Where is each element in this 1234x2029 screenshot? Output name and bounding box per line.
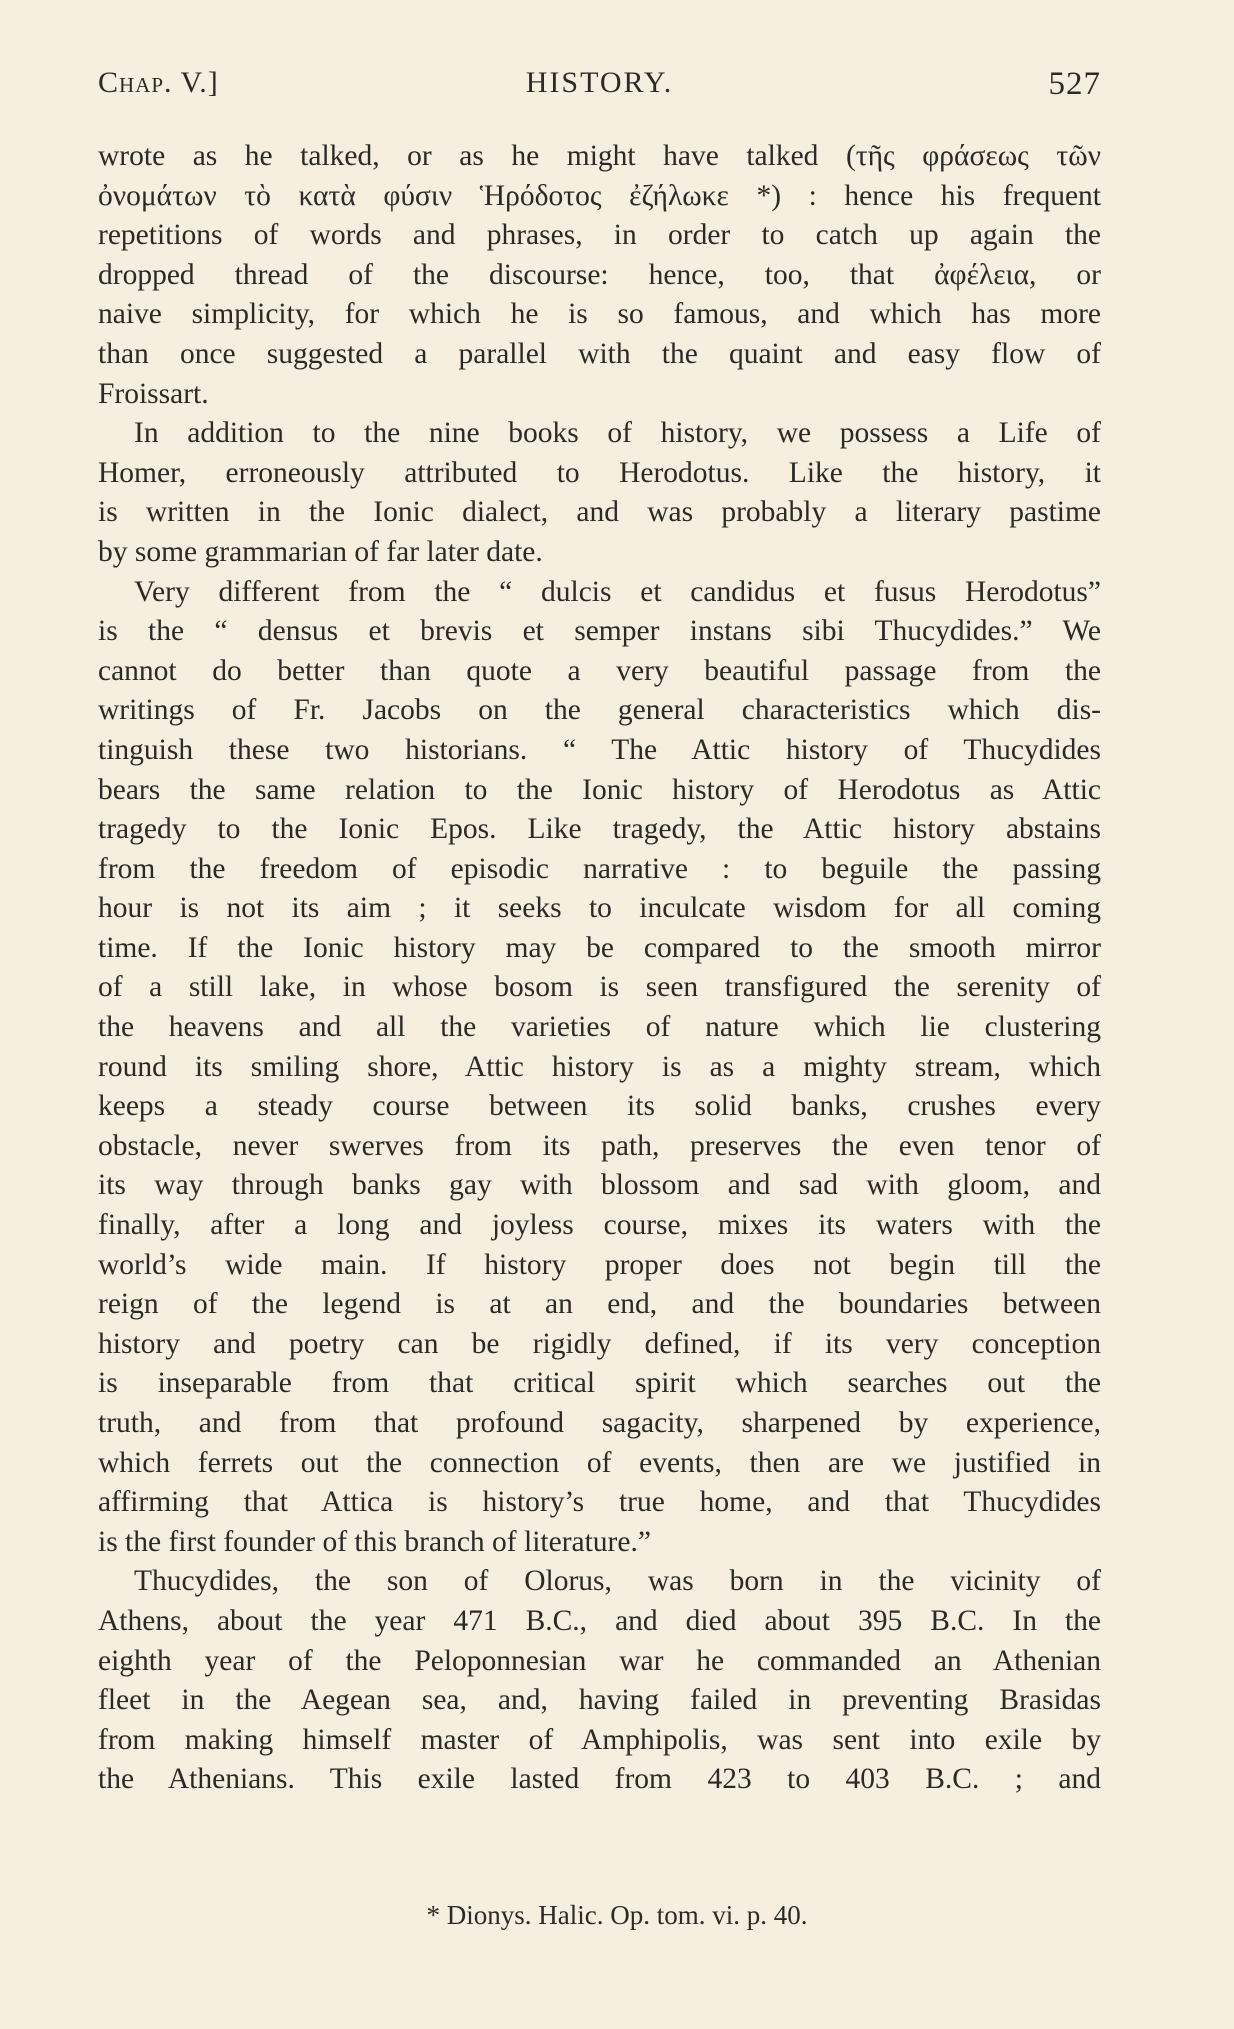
text-line: obstacle, never swerves from its path, preserves the even tenor of: [98, 1129, 1101, 1162]
text-line: naive simplicity, for which he is so famous, and which has more: [98, 298, 1101, 331]
page-title: HISTORY.: [525, 66, 674, 99]
text-line: eighth year of the Peloponnesian war he commanded an Athenian: [98, 1644, 1101, 1677]
text-line: dropped thread of the discourse: hence, too, that ἀφέλεια, or: [98, 258, 1101, 291]
text-line: writings of Fr. Jacobs on the general characteristics which dis-: [98, 694, 1101, 727]
text-line: from the freedom of episodic narrative : to beguile the passing: [98, 852, 1101, 885]
text-line: its way through banks gay with blossom and sad with gloom, and: [98, 1169, 1101, 1202]
text-line: reign of the legend is at an end, and the boundaries between: [98, 1288, 1101, 1321]
text-line: is the first founder of this branch of literature.”: [98, 1525, 651, 1558]
text-line: round its smiling shore, Attic history is as a mighty stream, which: [98, 1050, 1101, 1083]
text-line: Athens, about the year 471 B.C., and died about 395 B.C. In the: [98, 1604, 1101, 1637]
text-line: fleet in the Aegean sea, and, having failed in preventing Brasidas: [98, 1684, 1101, 1717]
text-line: time. If the Ionic history may be compared to the smooth mirror: [98, 931, 1101, 964]
chapter-label: Chap. V.]: [98, 66, 219, 99]
text-line: truth, and from that profound sagacity, sharpened by experience,: [98, 1407, 1101, 1439]
text-line: the heavens and all the varieties of nature which lie clustering: [98, 1011, 1101, 1044]
text-line: Homer, erroneously attributed to Herodotus. Like the history, it: [98, 456, 1101, 489]
text-line: ὀνομάτων τὸ κατὰ φύσιν Ἡρόδοτος ἐζήλωκε *) : hence his frequent: [98, 179, 1101, 212]
text-line: is written in the Ionic dialect, and was probably a literary pastime: [98, 496, 1101, 529]
text-line: Froissart.: [98, 377, 209, 410]
text-line: than once suggested a parallel with the quaint and easy flow of: [98, 337, 1101, 370]
text-line: wrote as he talked, or as he might have talked (τῆς φράσεως τῶν: [98, 140, 1101, 172]
running-header: [98, 66, 1101, 110]
body-text: [98, 137, 1101, 1800]
text-line: which ferrets out the connection of events, then are we justified in: [98, 1446, 1101, 1479]
text-line: world’s wide main. If history proper does not begin till the: [98, 1248, 1101, 1281]
text-line: is inseparable from that critical spirit which searches out the: [98, 1367, 1101, 1400]
text-line: Very different from the “ dulcis et candidus et fusus Herodotus”: [134, 575, 1101, 608]
text-line: cannot do better than quote a very beautiful passage from the: [98, 654, 1101, 687]
text-line: In addition to the nine books of history, we possess a Life of: [134, 417, 1101, 450]
text-line: tragedy to the Ionic Epos. Like tragedy, the Attic history abstains: [98, 813, 1101, 846]
text-line: bears the same relation to the Ionic history of Herodotus as Attic: [98, 773, 1101, 806]
text-line: the Athenians. This exile lasted from 423 to 403 B.C. ; and: [98, 1763, 1101, 1796]
text-line: finally, after a long and joyless course, mixes its waters with the: [98, 1209, 1101, 1242]
text-line: by some grammarian of far later date.: [98, 535, 543, 568]
text-line: repetitions of words and phrases, in order to catch up again the: [98, 219, 1101, 252]
text-line: affirming that Attica is history’s true home, and that Thucydides: [98, 1486, 1101, 1519]
page-number: 527: [1048, 66, 1101, 102]
text-line: Thucydides, the son of Olorus, was born in the vicinity of: [134, 1565, 1101, 1598]
text-line: keeps a steady course between its solid banks, crushes every: [98, 1090, 1101, 1123]
text-line: from making himself master of Amphipolis, was sent into exile by: [98, 1723, 1101, 1756]
text-line: hour is not its aim ; it seeks to inculcate wisdom for all coming: [98, 892, 1101, 925]
text-line: of a still lake, in whose bosom is seen transfigured the serenity of: [98, 971, 1101, 1004]
text-line: tinguish these two historians. “ The Attic history of Thucydides: [98, 733, 1101, 766]
text-line: history and poetry can be rigidly defined, if its very conception: [98, 1327, 1101, 1360]
text-line: is the “ densus et brevis et semper instans sibi Thucydides.” We: [98, 615, 1101, 648]
footnote: * Dionys. Halic. Op. tom. vi. p. 40.: [426, 1900, 808, 1930]
